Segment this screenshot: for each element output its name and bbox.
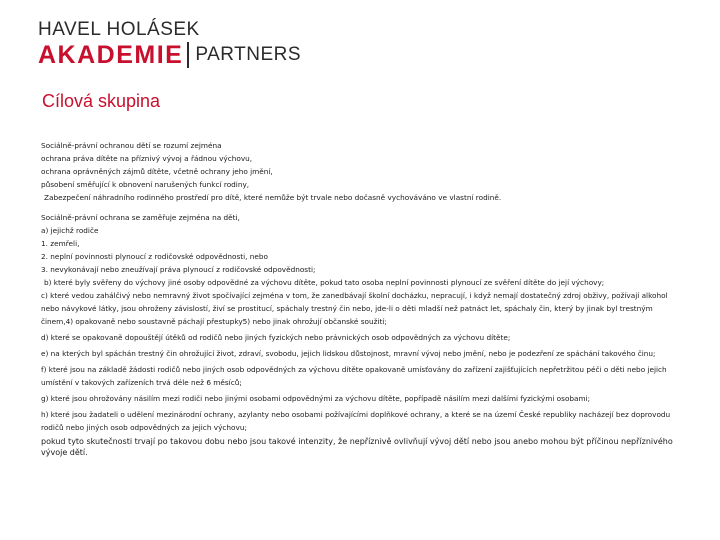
- paragraph: působení směřující k obnovení narušených funkcí rodiny,: [41, 180, 250, 189]
- paragraph: Sociálně-právní ochrana se zaměřuje zejména na děti,: [41, 213, 240, 222]
- slide-title: Cílová skupina: [42, 91, 161, 111]
- paragraph: ochrana práva dítěte na příznivý vývoj a řádnou výchovu,: [41, 154, 253, 163]
- paragraph: 3. nevykonávají nebo zneužívají práva plynoucí z rodičovské odpovědnosti;: [41, 265, 316, 274]
- paragraph: Sociálně-právní ochranou dětí se rozumí zejména: [41, 141, 222, 150]
- logo-partners: PARTNERS: [195, 44, 302, 65]
- company-logo: [38, 20, 301, 68]
- logo-line-havel-holasek: HAVEL HOLÁSEK: [38, 19, 200, 40]
- paragraph: 2. neplní povinnosti plynoucí z rodičovské odpovědnosti, nebo: [41, 252, 268, 261]
- slide-body: [41, 139, 681, 458]
- logo-line-akademie-partners: [38, 42, 301, 68]
- paragraph: c) které vedou zahálčivý nebo nemravný život spočívající zejména v tom, že zanedbávají školní docházku, nepracují, i když nemají dostatečný zdroj obživy, požívají alkohol nebo návykové látky, jsou ohroženy závislostí, živí se prostitucí, spáchaly trestný čin nebo, jde-li o děti mladší než patnáct let, spáchaly čin, který by jinak byl trestným činem,4) opakovaně nebo soustavně páchají přestupky5) nebo jinak ohrožují občanské soužití;: [41, 291, 668, 326]
- paragraph: a) jejichž rodiče: [41, 226, 99, 235]
- paragraph: d) které se opakovaně dopouštějí útěků od rodičů nebo jiných fyzických nebo právnických osob odpovědných za výchovu dítěte;: [41, 333, 511, 342]
- paragraph: ochrana oprávněných zájmů dítěte, včetně ochrany jeho jmění,: [41, 167, 273, 176]
- paragraph: b) které byly svěřeny do výchovy jiné osoby odpovědné za výchovu dítěte, pokud tato osoba neplní povinnosti plynoucí ze svěření dítěte do její výchovy;: [44, 278, 605, 287]
- paragraph: Zabezpečení náhradního rodinného prostředí pro dítě, které nemůže být trvale nebo dočasně vychováváno ve vlastní rodině.: [44, 193, 502, 202]
- paragraph: g) které jsou ohrožovány násilím mezi rodiči nebo jinými osobami odpovědnými za výchovu dítěte, popřípadě násilím mezi dalšími fyzickými osobami;: [41, 394, 591, 403]
- paragraph: pokud tyto skutečnosti trvají po takovou dobu nebo jsou takové intenzity, že nepříznivě ovlivňují vývoj dětí nebo jsou anebo mohou být příčinou nepříznivého vývoje dětí.: [41, 437, 673, 457]
- paragraph: e) na kterých byl spáchán trestný čin ohrožující život, zdraví, svobodu, jejich lidskou důstojnost, mravní vývoj nebo jmění, nebo je podezření ze spáchání takového činu;: [41, 349, 656, 358]
- logo-akademie: AKADEMIE: [38, 41, 184, 69]
- logo-divider: [187, 42, 189, 68]
- paragraph: f) které jsou na základě žádosti rodičů nebo jiných osob odpovědných za výchovu dítěte opakovaně umísťovány do zařízení zajišťujících nepřetržitou péči o děti nebo jejich umístění v takových zařízeních trvá déle než 6 měsíců;: [41, 365, 667, 387]
- paragraph: h) které jsou žadateli o udělení mezinárodní ochrany, azylanty nebo osobami požívajícími doplňkové ochrany, a které se na území České republiky nacházejí bez doprovodu rodičů nebo jiných osob odpovědných za jejich výchovu;: [41, 410, 671, 432]
- paragraph: 1. zemřeli,: [41, 239, 80, 248]
